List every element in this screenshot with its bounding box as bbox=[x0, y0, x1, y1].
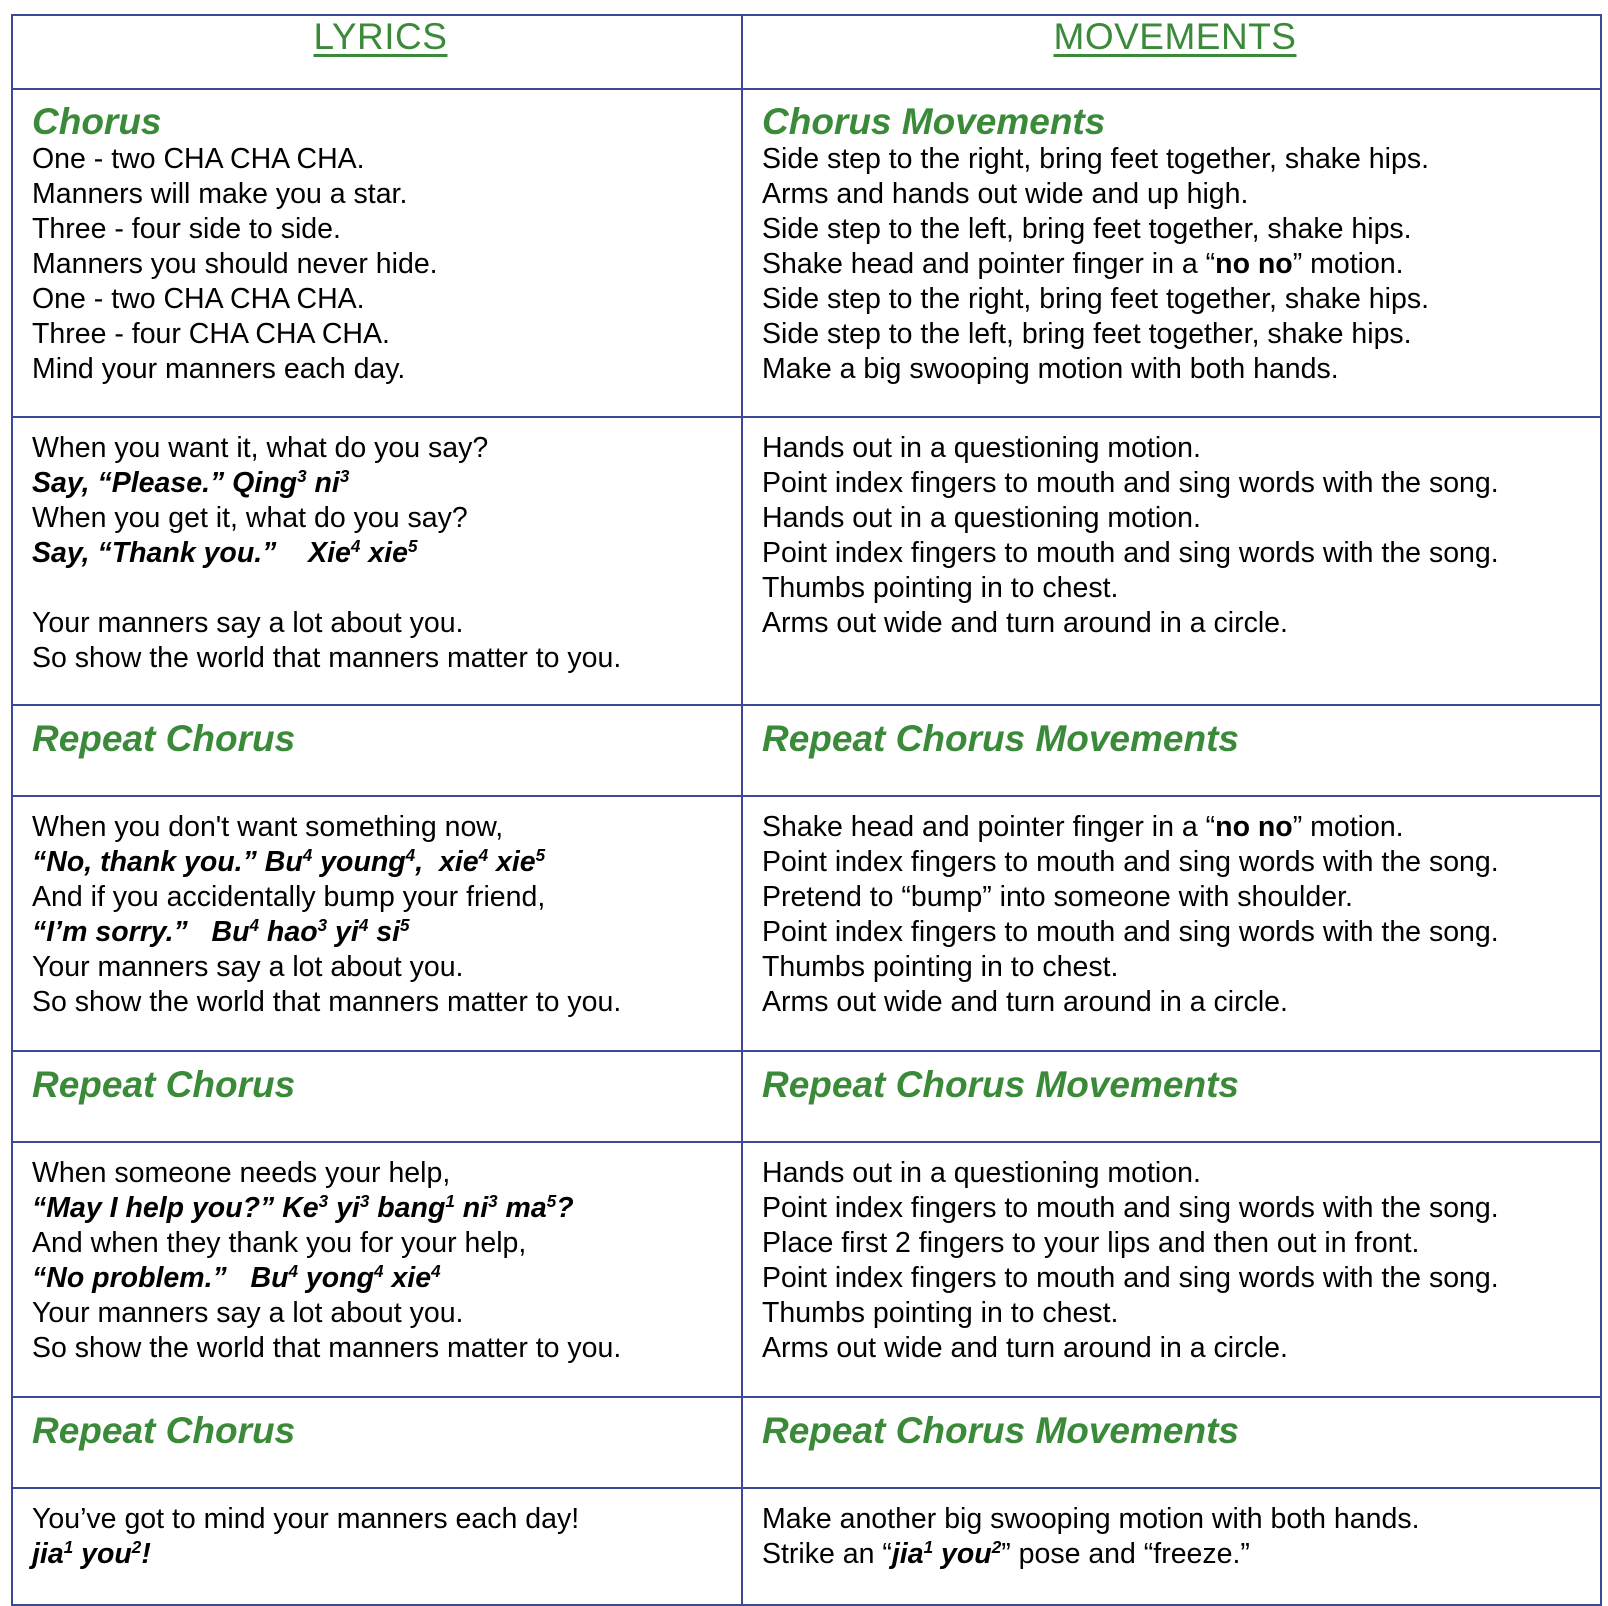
lyric-text: yong bbox=[298, 1262, 375, 1294]
lyric-text: ni bbox=[454, 1192, 489, 1224]
lyric-line-bilingual bbox=[32, 845, 729, 880]
lyric-text: xie bbox=[488, 846, 536, 878]
tone-mark: 2 bbox=[131, 1537, 142, 1557]
movement-line: Arms out wide and turn around in a circle. bbox=[762, 607, 1288, 639]
tone-mark: 4 bbox=[288, 1261, 299, 1281]
tone-mark: 4 bbox=[249, 915, 260, 935]
lyric-line-bilingual bbox=[32, 536, 729, 571]
repeat-movements-cell bbox=[742, 705, 1601, 796]
tone-mark: 3 bbox=[359, 1191, 370, 1211]
lyric-text: ! bbox=[141, 1538, 151, 1570]
lyric-text: Say, “Thank you.” Xie bbox=[32, 537, 351, 569]
movement-line: Make a big swooping motion with both hands. bbox=[762, 353, 1339, 385]
verse2-lyrics-cell bbox=[12, 796, 742, 1051]
lyric-line: So show the world that manners matter to you. bbox=[32, 1332, 622, 1364]
movement-line: Point index fingers to mouth and sing words with the song. bbox=[762, 846, 1499, 878]
lyric-text: xie bbox=[383, 1262, 432, 1294]
tone-mark: 4 bbox=[374, 1261, 384, 1281]
lyric-line: Manners you should never hide. bbox=[32, 248, 438, 280]
movement-text: ” motion. bbox=[1292, 811, 1404, 843]
movement-line: Side step to the right, bring feet together, shake hips. bbox=[762, 283, 1430, 315]
movement-line: Side step to the left, bring feet together, shake hips. bbox=[762, 318, 1412, 350]
lyric-text: ma bbox=[497, 1192, 547, 1224]
lyric-text: xie bbox=[360, 537, 408, 569]
lyric-line: One - two CHA CHA CHA. bbox=[32, 283, 365, 315]
verse2-movements-cell bbox=[742, 796, 1601, 1051]
movement-line: Arms out wide and turn around in a circle. bbox=[762, 1332, 1288, 1364]
verse3-movements-cell bbox=[742, 1142, 1601, 1397]
lyric-line: One - two CHA CHA CHA. bbox=[32, 143, 365, 175]
tone-mark: 5 bbox=[546, 1191, 557, 1211]
lyrics-movements-table bbox=[11, 14, 1602, 1606]
lyric-text: si bbox=[368, 916, 401, 948]
lyric-line: Mind your manners each day. bbox=[32, 353, 406, 385]
lyric-text: “No, thank you.” Bu bbox=[32, 846, 303, 878]
lyric-text: ni bbox=[306, 467, 340, 499]
repeat-chorus-title: Repeat Chorus bbox=[32, 1410, 296, 1451]
movement-line: Thumbs pointing in to chest. bbox=[762, 951, 1119, 983]
tone-mark: 2 bbox=[991, 1537, 1002, 1557]
lyric-line: Three - four side to side. bbox=[32, 213, 341, 245]
lyric-line: When you want it, what do you say? bbox=[32, 432, 489, 464]
lyric-text: hao bbox=[259, 916, 318, 948]
tone-mark: 4 bbox=[302, 845, 313, 865]
lyric-line: Your manners say a lot about you. bbox=[32, 607, 464, 639]
lyric-line: Manners will make you a star. bbox=[32, 178, 408, 210]
tone-mark: 4 bbox=[350, 536, 361, 556]
lyric-line: So show the world that manners matter to you. bbox=[32, 642, 622, 674]
chorus-lyrics-cell bbox=[12, 89, 742, 417]
tone-mark: 3 bbox=[317, 915, 328, 935]
lyric-text: “May I help you?” Ke bbox=[32, 1192, 319, 1224]
movement-line: Place first 2 fingers to your lips and then out in front. bbox=[762, 1227, 1420, 1259]
movement-line: Point index fingers to mouth and sing words with the song. bbox=[762, 1262, 1499, 1294]
movement-emphasis: no no bbox=[1215, 248, 1293, 280]
movement-line bbox=[762, 810, 1588, 845]
tone-mark: 1 bbox=[923, 1537, 934, 1557]
repeat-movements-title: Repeat Chorus Movements bbox=[762, 1064, 1239, 1105]
lyric-line-bilingual bbox=[32, 1261, 729, 1296]
lyric-line: Your manners say a lot about you. bbox=[32, 1297, 464, 1329]
tone-mark: 5 bbox=[400, 915, 410, 935]
tone-mark: 4 bbox=[358, 915, 369, 935]
chorus-movements-title: Chorus Movements bbox=[762, 101, 1106, 142]
repeat-chorus-cell bbox=[12, 1397, 742, 1488]
tone-mark: 1 bbox=[445, 1191, 455, 1211]
lyric-text: ? bbox=[556, 1192, 574, 1224]
movement-line bbox=[762, 1537, 1588, 1572]
lyric-line-bilingual bbox=[32, 1537, 729, 1572]
chorus-movements-cell bbox=[742, 89, 1601, 417]
movement-line bbox=[762, 247, 1588, 282]
lyric-line: And when they thank you for your help, bbox=[32, 1227, 527, 1259]
lyric-text: bang bbox=[369, 1192, 446, 1224]
lyric-line: You’ve got to mind your manners each day! bbox=[32, 1503, 580, 1535]
header-movements: MOVEMENTS bbox=[1053, 16, 1297, 57]
repeat-movements-cell bbox=[742, 1397, 1601, 1488]
verse1-movements-cell bbox=[742, 417, 1601, 705]
movement-text: Strike an “ bbox=[762, 1538, 892, 1570]
movement-line: Side step to the left, bring feet together, shake hips. bbox=[762, 213, 1412, 245]
movement-line: Point index fingers to mouth and sing words with the song. bbox=[762, 1192, 1499, 1224]
movement-line: Pretend to “bump” into someone with shoulder. bbox=[762, 881, 1353, 913]
movement-line: Arms out wide and turn around in a circle. bbox=[762, 986, 1288, 1018]
lyric-text: yi bbox=[327, 916, 359, 948]
ending-lyrics-cell bbox=[12, 1488, 742, 1605]
tone-mark: 3 bbox=[339, 466, 350, 486]
repeat-chorus-title: Repeat Chorus bbox=[32, 718, 296, 759]
tone-mark: 3 bbox=[318, 1191, 329, 1211]
lyric-line: And if you accidentally bump your friend, bbox=[32, 881, 546, 913]
movement-line: Hands out in a questioning motion. bbox=[762, 502, 1201, 534]
lyric-line: So show the world that manners matter to you. bbox=[32, 986, 622, 1018]
lyric-text: young bbox=[312, 846, 406, 878]
tone-mark: 3 bbox=[297, 466, 307, 486]
lyric-line: Your manners say a lot about you. bbox=[32, 951, 464, 983]
movement-line: Make another big swooping motion with both hands. bbox=[762, 1503, 1420, 1535]
tone-mark: 4 bbox=[478, 845, 489, 865]
lyric-text: “No problem.” Bu bbox=[32, 1262, 289, 1294]
lyric-line: Three - four CHA CHA CHA. bbox=[32, 318, 390, 350]
lyric-text: Say, “Please.” Qing bbox=[32, 467, 298, 499]
lyric-line-bilingual bbox=[32, 466, 729, 501]
lyric-line: When you get it, what do you say? bbox=[32, 502, 468, 534]
lyric-text: jia bbox=[32, 1538, 64, 1570]
repeat-movements-title: Repeat Chorus Movements bbox=[762, 1410, 1239, 1451]
lyric-line-bilingual bbox=[32, 915, 729, 950]
lyric-text: yi bbox=[328, 1192, 360, 1224]
tone-mark: 4 bbox=[405, 845, 416, 865]
repeat-chorus-cell bbox=[12, 1051, 742, 1142]
lyric-line: When someone needs your help, bbox=[32, 1157, 451, 1189]
lyric-text: you bbox=[73, 1538, 132, 1570]
movement-line: Point index fingers to mouth and sing words with the song. bbox=[762, 467, 1499, 499]
movement-line: Side step to the right, bring feet together, shake hips. bbox=[762, 143, 1430, 175]
repeat-movements-cell bbox=[742, 1051, 1601, 1142]
movement-line: Thumbs pointing in to chest. bbox=[762, 572, 1119, 604]
verse3-lyrics-cell bbox=[12, 1142, 742, 1397]
lyric-text: , xie bbox=[415, 846, 479, 878]
movement-text: Shake head and pointer finger in a “ bbox=[762, 248, 1216, 280]
header-movements-cell bbox=[742, 15, 1601, 89]
movement-emphasis: no no bbox=[1215, 811, 1293, 843]
tone-mark: 1 bbox=[63, 1537, 74, 1557]
movement-line: Arms and hands out wide and up high. bbox=[762, 178, 1249, 210]
lyric-line: When you don't want something now, bbox=[32, 811, 504, 843]
tone-mark: 5 bbox=[535, 845, 546, 865]
lyric-text: “I’m sorry.” Bu bbox=[32, 916, 250, 948]
movement-text: Shake head and pointer finger in a “ bbox=[762, 811, 1216, 843]
repeat-movements-title: Repeat Chorus Movements bbox=[762, 718, 1239, 759]
ending-movements-cell bbox=[742, 1488, 1601, 1605]
tone-mark: 3 bbox=[488, 1191, 498, 1211]
header-lyrics: LYRICS bbox=[313, 16, 448, 57]
movement-line: Hands out in a questioning motion. bbox=[762, 1157, 1201, 1189]
movement-line: Point index fingers to mouth and sing words with the song. bbox=[762, 916, 1499, 948]
spacer bbox=[32, 571, 729, 606]
movement-line: Point index fingers to mouth and sing words with the song. bbox=[762, 537, 1499, 569]
header-lyrics-cell bbox=[12, 15, 742, 89]
movement-emphasis: jia bbox=[891, 1538, 924, 1570]
movement-text: ” pose and “freeze.” bbox=[1001, 1538, 1250, 1570]
lyric-line-bilingual bbox=[32, 1191, 729, 1226]
movement-line: Thumbs pointing in to chest. bbox=[762, 1297, 1119, 1329]
movement-emphasis: you bbox=[933, 1538, 992, 1570]
verse1-lyrics-cell bbox=[12, 417, 742, 705]
movement-line: Hands out in a questioning motion. bbox=[762, 432, 1201, 464]
chorus-title: Chorus bbox=[32, 101, 162, 142]
tone-mark: 4 bbox=[431, 1261, 441, 1281]
movement-text: ” motion. bbox=[1292, 248, 1404, 280]
repeat-chorus-cell bbox=[12, 705, 742, 796]
repeat-chorus-title: Repeat Chorus bbox=[32, 1064, 296, 1105]
tone-mark: 5 bbox=[407, 536, 418, 556]
